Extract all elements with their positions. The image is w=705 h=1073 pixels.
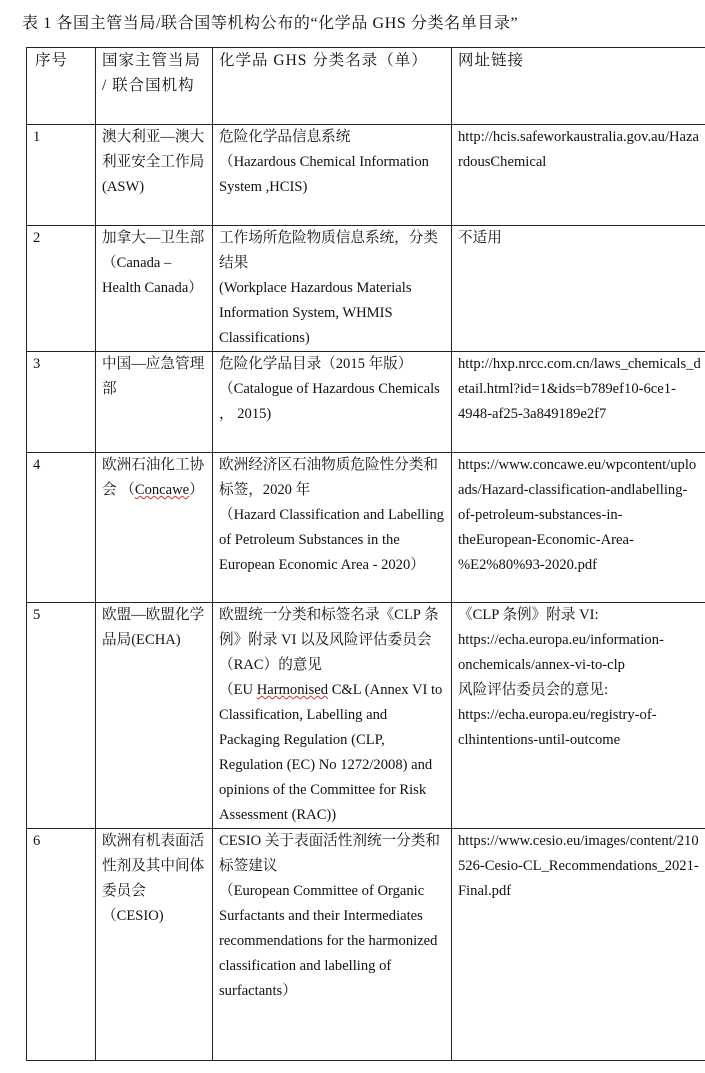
cell-authority xyxy=(96,453,213,603)
link-label-rac: 风险评估委员会的意见: xyxy=(458,682,608,698)
table-row xyxy=(27,125,705,226)
cell-link: https://www.concawe.eu/wpcontent/uploads/Hazard-classification-andlabelling-of-petroleum-substances-in-theEuropean-Economic-Area-%E2%80%93-2020.pdf xyxy=(452,453,705,603)
catalog-name-en: （Hazard Classification and Labelling of Petroleum Substances in the European Economic Area - 2020） xyxy=(219,507,444,573)
authority-text-end: ） xyxy=(189,482,204,498)
catalog-name-zh: 危险化学品目录（2015 年版） xyxy=(219,356,413,372)
table-row xyxy=(27,352,705,453)
cell-catalog xyxy=(213,125,452,226)
catalog-en-rest: C&L (Annex VI to Classification, Labelling and Packaging Regulation (CLP, Regulation (EC) No 1272/2008) and opinions of the Committee for Risk Assessment (RAC)) xyxy=(219,682,443,823)
table-row xyxy=(27,603,705,829)
cell-catalog xyxy=(213,352,452,453)
header-catalog: 化学品 GHS 分类名录（单） xyxy=(213,48,452,125)
link-url-annex: https://echa.europa.eu/information-onchemicals/annex-vi-to-clp xyxy=(458,632,664,673)
table-row xyxy=(27,453,705,603)
table-header-row xyxy=(27,48,705,125)
cell-link: https://www.cesio.eu/images/content/210526-Cesio-CL_Recommendations_2021-Final.pdf xyxy=(452,829,705,1061)
catalog-name-en xyxy=(219,678,447,828)
cell-authority: 加拿大—卫生部 （Canada – Health Canada） xyxy=(96,226,213,352)
catalog-name-zh: 欧盟统一分类和标签名录《CLP 条例》附录 VI 以及风险评估委员会（RAC）的意见 xyxy=(219,607,439,673)
header-authority: 国家主管当局 / 联合国机构 xyxy=(96,48,213,125)
catalog-name-zh: CESIO 关于表面活性剂统一分类和标签建议 xyxy=(219,833,440,874)
catalog-name-zh: 危险化学品信息系统 xyxy=(219,129,351,145)
header-number: 序号 xyxy=(27,48,96,125)
cell-number: 1 xyxy=(27,125,96,226)
ghs-catalog-table xyxy=(26,47,705,1061)
cell-link xyxy=(452,603,705,829)
link-url-rac: https://echa.europa.eu/registry-of-clhintentions-until-outcome xyxy=(458,707,657,748)
header-link: 网址链接 xyxy=(452,48,705,125)
catalog-name-en: (Workplace Hazardous Materials Information System, WHMIS Classifications) xyxy=(219,280,412,346)
spellcheck-marked-word: Harmonised xyxy=(256,682,329,698)
link-label-annex: 《CLP 条例》附录 VI: xyxy=(458,607,599,623)
cell-link: http://hxp.nrcc.com.cn/laws_chemicals_detail.html?id=1&ids=b789ef10-6ce1-4948-af25-3a849189e2f7 xyxy=(452,352,705,453)
cell-number: 2 xyxy=(27,226,96,352)
cell-authority: 欧盟—欧盟化学品局(ECHA) xyxy=(96,603,213,829)
cell-catalog xyxy=(213,829,452,1061)
catalog-name-en: （Catalogue of Hazardous Chemicals ， 2015) xyxy=(219,381,440,422)
cell-link: 不适用 xyxy=(452,226,705,352)
table-row xyxy=(27,226,705,352)
table-row xyxy=(27,829,705,1061)
cell-catalog xyxy=(213,453,452,603)
cell-number: 4 xyxy=(27,453,96,603)
catalog-name-zh: 工作场所危险物质信息系统，分类结果 xyxy=(219,230,438,271)
cell-catalog xyxy=(213,603,452,829)
catalog-name-zh: 欧洲经济区石油物质危险性分类和标签，2020 年 xyxy=(219,457,438,498)
authority-text: 欧洲石油化工协会 （ xyxy=(102,457,205,498)
catalog-name-en: （Hazardous Chemical Information System ,HCIS) xyxy=(219,154,429,195)
catalog-en-start: （EU xyxy=(219,682,257,698)
cell-link: http://hcis.safeworkaustralia.gov.au/HazardousChemical xyxy=(452,125,705,226)
cell-number: 6 xyxy=(27,829,96,1061)
cell-number: 5 xyxy=(27,603,96,829)
cell-authority: 澳大利亚—澳大利亚安全工作局(ASW) xyxy=(96,125,213,226)
cell-authority: 欧洲有机表面活性剂及其中间体委员会 （CESIO) xyxy=(96,829,213,1061)
spellcheck-marked-word: Concawe xyxy=(134,482,190,498)
cell-number: 3 xyxy=(27,352,96,453)
cell-catalog xyxy=(213,226,452,352)
cell-authority: 中国—应急管理部 xyxy=(96,352,213,453)
catalog-name-en: （European Committee of Organic Surfactants and their Intermediates recommendations for the harmonized classification and labelling of surfactants） xyxy=(219,883,438,999)
table-caption: 表 1 各国主管当局/联合国等机构公布的“化学品 GHS 分类名单目录” xyxy=(22,15,519,32)
